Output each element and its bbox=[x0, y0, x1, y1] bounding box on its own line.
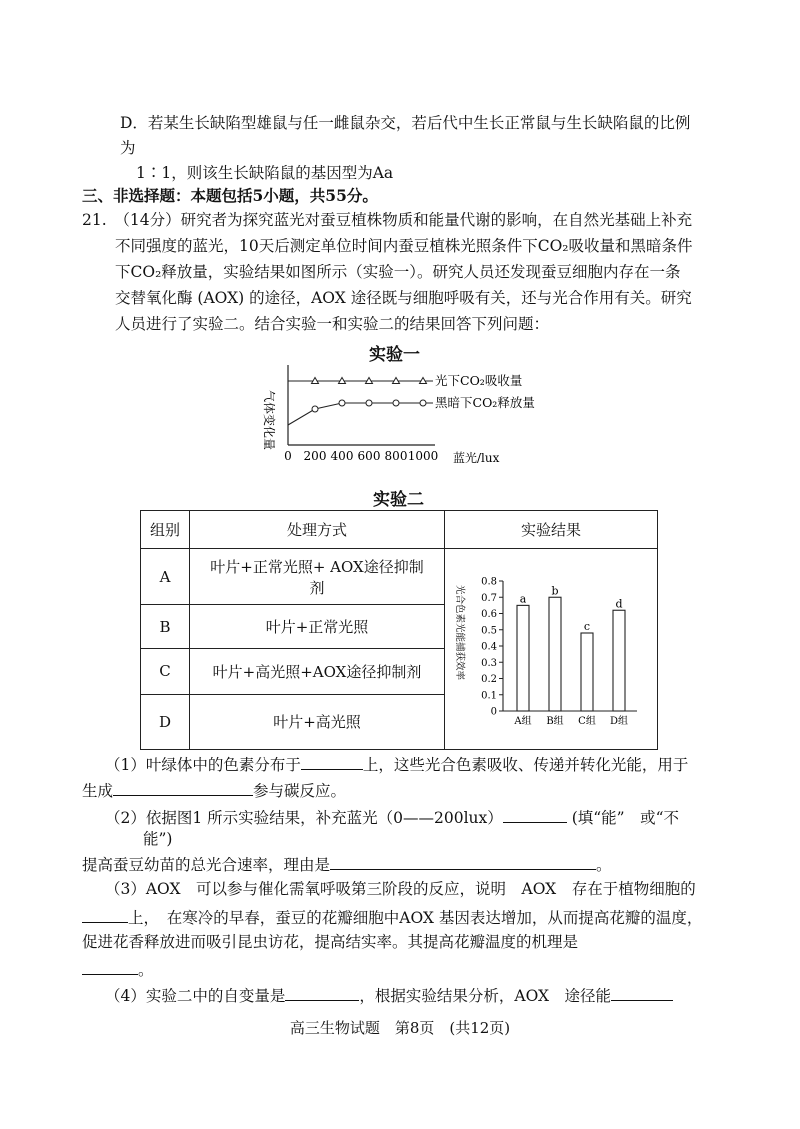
data-point bbox=[312, 406, 318, 412]
y-tick-label: 0.6 bbox=[481, 609, 497, 620]
page-footer: 高三生物试题 第8页 (共12页) bbox=[289, 1019, 511, 1037]
category-label: D组 bbox=[609, 716, 629, 727]
q3-text: 。 bbox=[138, 961, 154, 979]
data-point bbox=[393, 400, 399, 406]
q2-text: （2）依据图1 所示实验结果，补充蓝光（0——200lux） bbox=[105, 809, 503, 827]
y-tick-label: 0.5 bbox=[481, 625, 497, 637]
option-d-line2: 为 bbox=[120, 139, 136, 157]
y-tick-label: 0.2 bbox=[481, 674, 497, 685]
y-tick-label: 0.8 bbox=[481, 576, 497, 588]
data-point bbox=[366, 400, 372, 406]
answer-blank[interactable] bbox=[82, 958, 138, 975]
x-tick-label: 1000 bbox=[407, 449, 439, 463]
answer-blank[interactable] bbox=[301, 753, 363, 770]
header-result: 实验结果 bbox=[445, 511, 658, 549]
q2-text: (填“能” 或“不 bbox=[566, 809, 680, 827]
category-label: C组 bbox=[578, 716, 596, 727]
q2-line bbox=[82, 853, 612, 875]
bar bbox=[581, 633, 593, 711]
x-axis-label: 蓝光/lux bbox=[453, 451, 500, 465]
experiment2-table bbox=[140, 510, 658, 750]
q21-line: 21. （14分）研究者为探究蓝光对蚕豆植株物质和能量代谢的影响，在自然光基础上补充 bbox=[82, 211, 693, 229]
bar-label: a bbox=[519, 592, 527, 606]
treatment-cell: 叶片+高光照 bbox=[190, 694, 445, 749]
treatment-cell: 叶片+高光照+AOX途径抑制剂 bbox=[190, 648, 445, 694]
q21-line: 不同强度的蓝光，10天后测定单位时间内蚕豆植株光照条件下CO₂吸收量和黑暗条件 bbox=[115, 237, 693, 255]
y-tick-label: 0.4 bbox=[481, 641, 497, 653]
treatment-cell: 叶片+正常光照+ AOX途径抑制剂 bbox=[190, 549, 445, 605]
answer-blank[interactable] bbox=[611, 984, 673, 1001]
option-d-line3: 1∶1，则该生长缺陷鼠的基因型为Aa bbox=[136, 164, 394, 182]
group-cell: D bbox=[141, 694, 190, 749]
experiment1-line-chart bbox=[255, 360, 565, 470]
q3-text: 上， 在寒冷的早春，蚕豆的花瓣细胞中AOX 基因表达增加，从而提高花瓣的温度， bbox=[128, 909, 703, 927]
q4-text: （4）实验二中的自变量是 bbox=[105, 987, 286, 1005]
group-cell: B bbox=[141, 605, 190, 649]
y-tick-label: 0.1 bbox=[481, 690, 497, 702]
section-heading: 三、非选择题：本题包括5小题，共55分。 bbox=[82, 186, 378, 205]
x-tick-label: 200 bbox=[303, 449, 327, 463]
answer-blank[interactable] bbox=[82, 906, 128, 923]
answer-blank[interactable] bbox=[285, 984, 359, 1001]
q4-text: ，根据实验结果分析，AOX 途径能 bbox=[359, 987, 612, 1005]
y-axis-label: 光合色素光能捕获效率 bbox=[454, 585, 465, 681]
bar bbox=[613, 610, 625, 711]
bar-label: b bbox=[551, 584, 559, 598]
experiment2-title: 实验二 bbox=[373, 490, 424, 510]
bar bbox=[517, 605, 529, 711]
x-tick-label: 400 bbox=[330, 449, 354, 463]
bar-label: d bbox=[615, 597, 623, 611]
q1-line bbox=[82, 779, 346, 801]
experiment1-title: 实验一 bbox=[369, 345, 420, 365]
x-tick-label: 600 bbox=[357, 449, 381, 463]
option-d-line1: D．若某生长缺陷型雄鼠与任一雌鼠杂交，若后代中生长正常鼠与生长缺陷鼠的比例 bbox=[120, 114, 691, 132]
y-tick-label: 0.3 bbox=[481, 657, 497, 669]
bar bbox=[549, 597, 561, 711]
q2-line bbox=[105, 806, 679, 828]
series-line bbox=[288, 403, 433, 425]
q2-text: 提高蚕豆幼苗的总光合速率，理由是 bbox=[82, 856, 331, 874]
q3-line bbox=[82, 958, 154, 980]
data-point bbox=[420, 400, 426, 406]
series-label: 黑暗下CO₂释放量 bbox=[435, 395, 535, 410]
answer-blank[interactable] bbox=[330, 853, 596, 870]
header-group: 组别 bbox=[141, 511, 190, 549]
answer-blank[interactable] bbox=[113, 779, 253, 796]
category-label: B组 bbox=[546, 716, 564, 727]
y-tick-label: 0 bbox=[490, 706, 497, 718]
q21-line: 人员进行了实验二。结合实验一和实验二的结果回答下列问题： bbox=[115, 315, 550, 333]
group-cell: C bbox=[141, 648, 190, 694]
result-chart-cell bbox=[445, 549, 658, 750]
q1-text: 上，这些光合色素吸收、传递并转化光能，用于 bbox=[362, 756, 689, 774]
x-tick-label: 0 bbox=[284, 449, 292, 463]
q4-line bbox=[105, 984, 673, 1006]
group-cell: A bbox=[141, 549, 190, 605]
data-point bbox=[339, 400, 345, 406]
y-axis-label: 气体变化量 bbox=[262, 390, 276, 451]
q1-line bbox=[105, 753, 688, 775]
q2-text: 。 bbox=[596, 856, 612, 874]
q21-line: 下CO₂释放量，实验结果如图所示（实验一）。研究人员还发现蚕豆细胞内存在一条 bbox=[115, 263, 681, 281]
treatment-cell: 叶片+正常光照 bbox=[190, 605, 445, 649]
answer-blank[interactable] bbox=[503, 806, 567, 823]
experiment2-bar-chart bbox=[445, 549, 657, 745]
q3-line: （3）AOX 可以参与催化需氧呼吸第三阶段的反应，说明 AOX 存在于植物细胞的 bbox=[105, 880, 696, 898]
bar-label: c bbox=[583, 620, 591, 633]
series-label: 光下CO₂吸收量 bbox=[435, 373, 523, 388]
q1-text: 参与碳反应。 bbox=[253, 782, 347, 800]
category-label: A组 bbox=[514, 716, 532, 727]
q3-line: 促进花香释放进而吸引昆虫访花，提高结实率。其提高花瓣温度的机理是 bbox=[82, 933, 579, 951]
q3-line bbox=[82, 906, 702, 928]
q1-text: （1）叶绿体中的色素分布于 bbox=[105, 756, 301, 774]
q2-line: 能”) bbox=[143, 830, 173, 848]
y-tick-label: 0.7 bbox=[481, 592, 497, 604]
q21-line: 交替氧化酶 (AOX) 的途径，AOX 途径既与细胞呼吸有关，还与光合作用有关。研究 bbox=[115, 289, 692, 307]
header-treatment: 处理方式 bbox=[190, 511, 445, 549]
q1-text: 生成 bbox=[82, 782, 114, 800]
x-tick-label: 800 bbox=[384, 449, 408, 463]
